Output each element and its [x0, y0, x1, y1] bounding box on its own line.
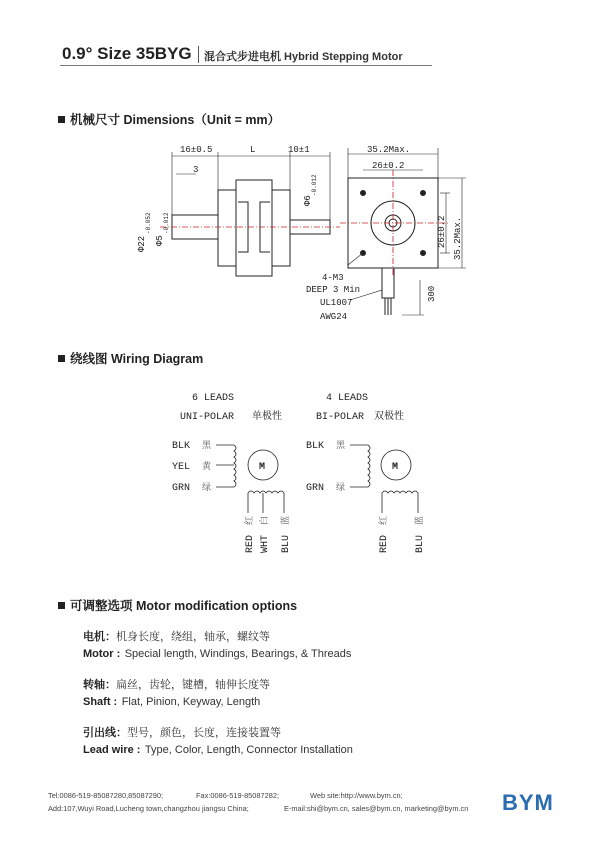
svg-text:红: 红 [379, 515, 389, 525]
footer-tel: Tel:0086-519-85087280,85087290; [48, 791, 164, 800]
svg-text:绿: 绿 [336, 483, 346, 493]
footer-address: Add:107,Wuyi Road,Lucheng town,changzhou jiangsu China; [48, 804, 249, 813]
svg-text:红: 红 [245, 515, 255, 525]
dim-phi6-tol: -0.012 [311, 174, 318, 196]
endcap-right [272, 190, 290, 266]
dim-16: 16±0.5 [180, 145, 213, 155]
option-shaft-en: Shaft : Flat, Pinion, Keyway, Length [83, 696, 261, 708]
endcap-left [218, 190, 236, 266]
svg-text:黑: 黑 [336, 441, 346, 451]
dim-35max-right: 35.2Max. [453, 216, 463, 260]
dim-deep: DEEP 3 Min [306, 285, 361, 295]
option-leadwire-cn: 引出线：型号，颜色，长度，连接装置等 [83, 727, 281, 739]
page-subtitle: 混合式步进电机 Hybrid Stepping Motor [204, 51, 403, 63]
option-shaft-cn: 转轴：扁丝，齿轮，键槽，轴伸长度等 [83, 679, 270, 691]
uni-wire-blu: BLU [281, 534, 292, 553]
dim-35max-top: 35.2Max. [367, 145, 411, 155]
dim-3: 3 [193, 165, 199, 175]
motor-body [236, 180, 272, 276]
bi-wire-red: RED [379, 534, 390, 553]
uni-wire-grn: GRN [172, 483, 191, 494]
svg-text:黑: 黑 [202, 441, 212, 451]
bi-type-cn: 双极性 [374, 412, 404, 423]
bullet-square-icon [58, 602, 65, 609]
option-motor-en: Motor : Special length, Windings, Bearings, & Threads [83, 648, 352, 660]
bi-wire-blk: BLK [306, 441, 325, 452]
svg-text:绿: 绿 [202, 483, 212, 493]
dim-L: L [250, 145, 256, 155]
uni-motor: M [259, 462, 266, 473]
header-rule [60, 65, 432, 66]
uni-type-cn: 单极性 [252, 412, 282, 423]
wiring-diagram [160, 385, 440, 560]
uni-wire-red: RED [245, 534, 256, 553]
svg-text:蓝: 蓝 [281, 515, 291, 525]
title-divider [198, 46, 199, 63]
dim-lead-length: 300 [427, 285, 437, 302]
uni-type-en: UNI-POLAR [180, 412, 235, 423]
footer-fax: Fax:0086-519-85087282; [196, 791, 280, 800]
dim-26-top: 26±0.2 [372, 161, 405, 171]
footer-web: Web site:http://www.bym.cn; [310, 791, 403, 800]
svg-text:蓝: 蓝 [415, 515, 425, 525]
dim-m3: 4-M3 [322, 273, 344, 283]
option-leadwire-en: Lead wire : Type, Color, Length, Connector Installation [83, 744, 353, 756]
dim-phi5-tol: -0.012 [163, 212, 170, 234]
dim-phi6: Φ6 [303, 195, 313, 206]
bi-type-en: BI-POLAR [316, 412, 365, 423]
bi-motor: M [392, 462, 399, 473]
uni-wire-yel: YEL [172, 462, 191, 473]
dim-awg: AWG24 [320, 312, 348, 322]
section-wiring-heading: 绕线图 Wiring Diagram [58, 349, 203, 367]
dim-ul: UL1007 [320, 298, 353, 308]
footer-email: E-mail:shi@bym.cn, sales@bym.cn, marketing@bym.cn [284, 804, 469, 813]
bi-leads: 4 LEADS [326, 393, 369, 404]
brand-logo: BYM [502, 790, 554, 815]
dim-10: 10±1 [288, 145, 310, 155]
bullet-square-icon [58, 355, 65, 362]
dimension-drawing [120, 140, 480, 330]
svg-text:白: 白 [260, 515, 270, 525]
uni-leads: 6 LEADS [192, 393, 235, 404]
bi-wire-grn: GRN [306, 483, 325, 494]
dim-26-right: 26±0.2 [437, 215, 447, 248]
uni-wire-blk: BLK [172, 441, 191, 452]
dim-phi22: Φ22 [137, 235, 147, 252]
dim-phi5: Φ5 [155, 235, 165, 246]
bullet-square-icon [58, 116, 65, 123]
option-motor-cn: 电机：机身长度，绕组，轴承，螺纹等 [83, 631, 270, 643]
section-dimensions-heading: 机械尺寸 Dimensions（Unit = mm） [58, 110, 280, 128]
bi-wire-blu: BLU [415, 534, 426, 553]
section-options-heading: 可调整选项 Motor modification options [58, 596, 297, 614]
svg-text:黄: 黄 [202, 462, 212, 472]
uni-wire-wht: WHT [260, 534, 271, 553]
dim-phi22-tol: -0.052 [145, 212, 152, 234]
page-title: 0.9° Size 35BYG [62, 44, 192, 63]
